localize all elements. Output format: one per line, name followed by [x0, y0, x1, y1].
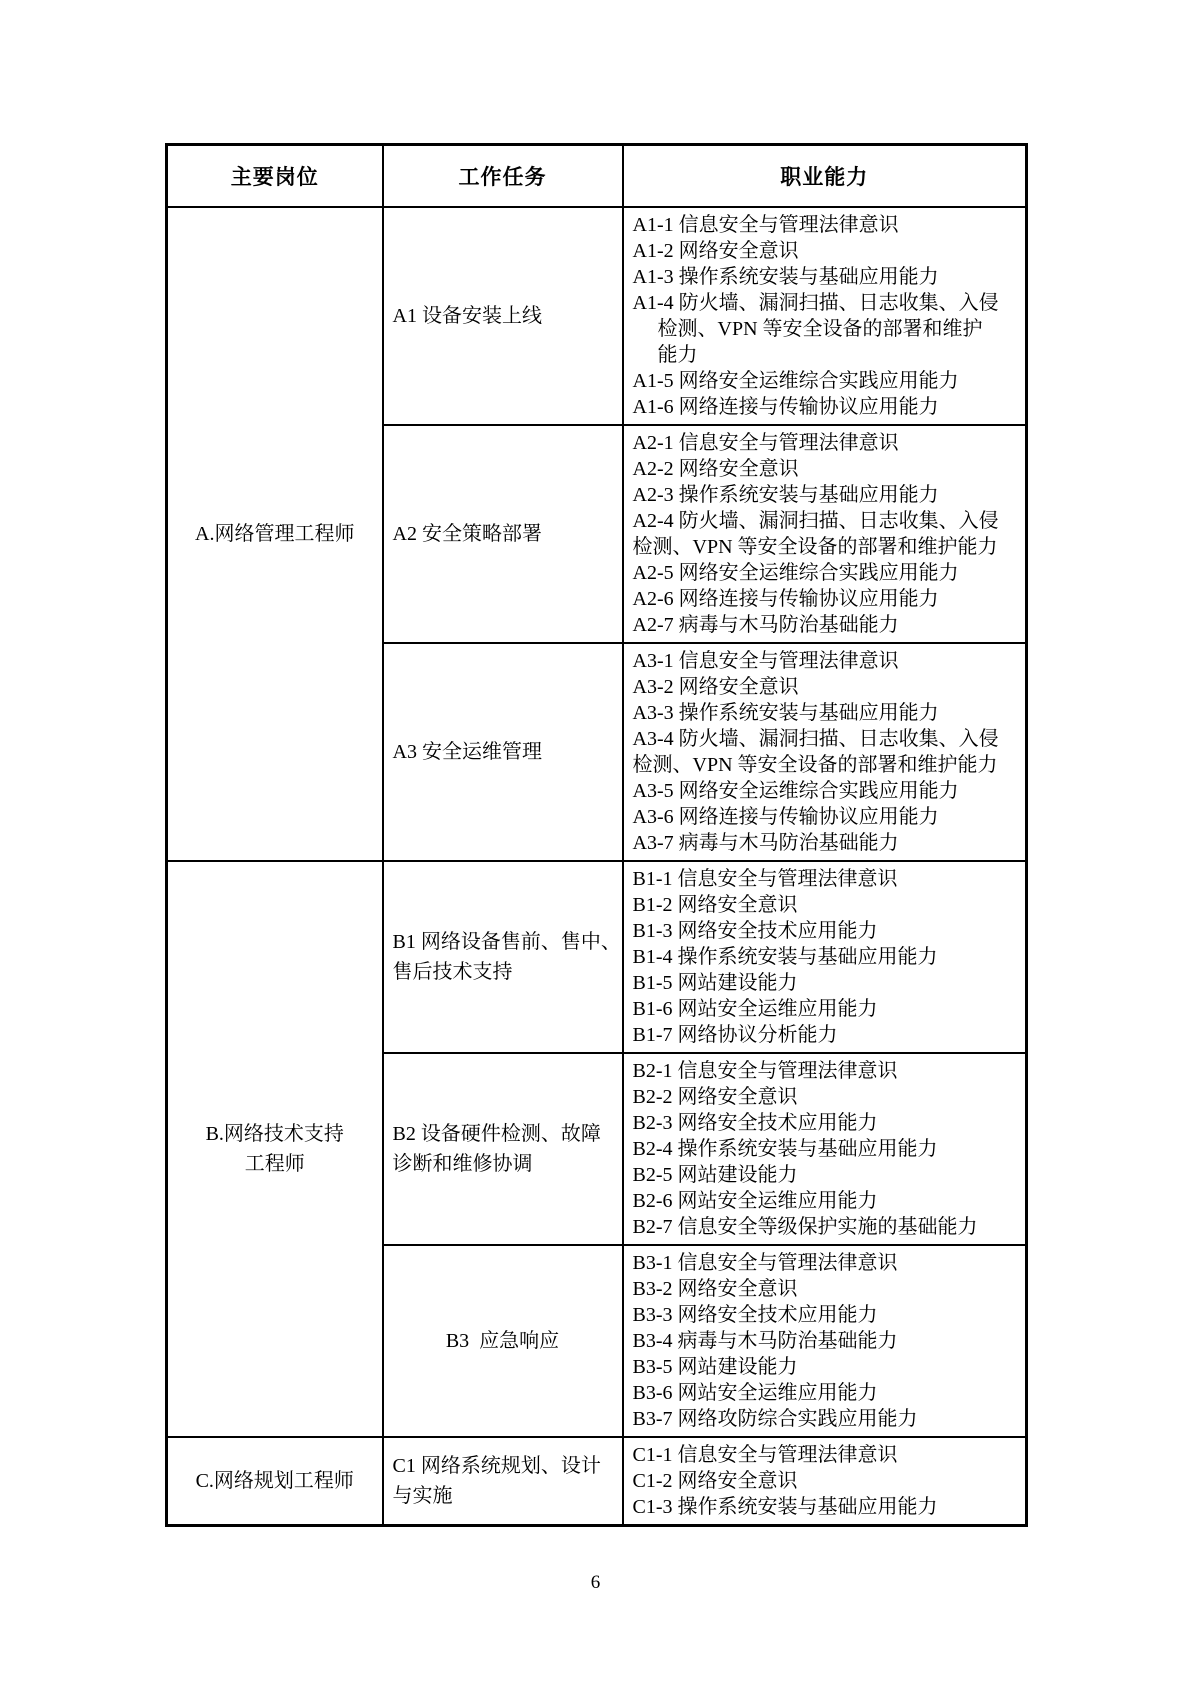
- ability-text: A3-1 信息安全与管理法律意识: [632, 650, 899, 672]
- header-cell-position: 主要岗位: [167, 145, 383, 208]
- task-cell: [383, 861, 623, 1053]
- ability-cell: [623, 207, 1027, 425]
- ability-cell: [623, 861, 1027, 1053]
- ability-text: A1-6 网络连接与传输协议应用能力: [632, 396, 939, 418]
- table-row: [167, 1437, 1027, 1526]
- ability-text: B2-2 网络安全意识: [632, 1086, 798, 1108]
- task-text: 售后技术支持: [392, 961, 513, 983]
- ability-text: C1-1 信息安全与管理法律意识: [632, 1444, 898, 1466]
- header-cell-ability: 职业能力: [623, 145, 1027, 208]
- task-cell: [383, 1053, 623, 1245]
- ability-text: B3-5 网站建设能力: [632, 1356, 798, 1378]
- ability-text: B1-1 信息安全与管理法律意识: [632, 868, 898, 890]
- ability-text: B2-7 信息安全等级保护实施的基础能力: [632, 1216, 978, 1238]
- task-cell: [383, 1245, 623, 1437]
- ability-text: A2-7 病毒与木马防治基础能力: [632, 614, 899, 636]
- page-number: 6: [590, 1572, 601, 1593]
- ability-text: A1-4 防火墙、漏洞扫描、日志收集、入侵: [632, 292, 999, 314]
- task-text: A1 设备安装上线: [392, 305, 542, 327]
- ability-cell: [623, 1245, 1027, 1437]
- ability-text: C1-3 操作系统安装与基础应用能力: [632, 1496, 938, 1518]
- ability-text: A3-4 防火墙、漏洞扫描、日志收集、入侵: [632, 728, 999, 750]
- task-text: B3 应急响应: [445, 1330, 560, 1352]
- task-text: 诊断和维修协调: [392, 1153, 533, 1175]
- task-cell: [383, 1437, 623, 1526]
- ability-text: A2-3 操作系统安装与基础应用能力: [632, 484, 939, 506]
- ability-text: B2-6 网站安全运维应用能力: [632, 1190, 878, 1212]
- ability-text: 检测、VPN 等安全设备的部署和维护能力: [632, 754, 998, 776]
- position-text: B.网络技术支持: [205, 1123, 344, 1145]
- header-cell-task: 工作任务: [383, 145, 623, 208]
- ability-text: B1-3 网络安全技术应用能力: [632, 920, 878, 942]
- ability-text: A2-5 网络安全运维综合实践应用能力: [632, 562, 959, 584]
- ability-text: A2-6 网络连接与传输协议应用能力: [632, 588, 939, 610]
- ability-text: B2-4 操作系统安装与基础应用能力: [632, 1138, 938, 1160]
- ability-text: A3-7 病毒与木马防治基础能力: [632, 832, 899, 854]
- ability-text: B3-1 信息安全与管理法律意识: [632, 1252, 898, 1274]
- table-row: [167, 207, 1027, 425]
- task-text: A3 安全运维管理: [392, 741, 542, 763]
- ability-cell: [623, 643, 1027, 861]
- ability-text: A2-4 防火墙、漏洞扫描、日志收集、入侵: [632, 510, 999, 532]
- ability-text: A3-6 网络连接与传输协议应用能力: [632, 806, 939, 828]
- position-text: C.网络规划工程师: [195, 1470, 354, 1492]
- ability-text: A3-2 网络安全意识: [632, 676, 799, 698]
- ability-text: B1-2 网络安全意识: [632, 894, 798, 916]
- task-text: 与实施: [392, 1485, 453, 1507]
- ability-text: 检测、VPN 等安全设备的部署和维护能力: [632, 536, 998, 558]
- task-text: B2 设备硬件检测、故障: [392, 1123, 601, 1145]
- task-text: C1 网络系统规划、设计: [392, 1455, 601, 1477]
- header-row: [167, 145, 1027, 208]
- ability-text: B3-3 网络安全技术应用能力: [632, 1304, 878, 1326]
- task-cell: [383, 425, 623, 643]
- ability-text: B1-6 网站安全运维应用能力: [632, 998, 878, 1020]
- ability-text: A3-5 网络安全运维综合实践应用能力: [632, 780, 959, 802]
- table-row: [167, 861, 1027, 1053]
- task-text: A2 安全策略部署: [392, 523, 542, 545]
- ability-text: 检测、VPN 等安全设备的部署和维护: [632, 318, 983, 340]
- task-cell: [383, 207, 623, 425]
- position-cell: [167, 207, 383, 861]
- ability-text: 能力: [632, 344, 698, 366]
- ability-text: B3-6 网站安全运维应用能力: [632, 1382, 878, 1404]
- ability-text: B2-3 网络安全技术应用能力: [632, 1112, 878, 1134]
- task-text: B1 网络设备售前、售中、: [392, 931, 621, 953]
- position-text: A.网络管理工程师: [195, 523, 355, 545]
- ability-text: B3-7 网络攻防综合实践应用能力: [632, 1408, 918, 1430]
- ability-text: B1-5 网站建设能力: [632, 972, 798, 994]
- ability-text: A1-1 信息安全与管理法律意识: [632, 214, 899, 236]
- ability-text: A2-2 网络安全意识: [632, 458, 799, 480]
- position-task-ability-table: [165, 143, 1028, 1527]
- position-text: 工程师: [244, 1153, 305, 1175]
- ability-cell: [623, 1053, 1027, 1245]
- ability-text: B1-4 操作系统安装与基础应用能力: [632, 946, 938, 968]
- ability-text: A1-5 网络安全运维综合实践应用能力: [632, 370, 959, 392]
- task-cell: [383, 643, 623, 861]
- ability-text: B3-4 病毒与木马防治基础能力: [632, 1330, 898, 1352]
- position-cell: [167, 1437, 383, 1526]
- ability-text: C1-2 网络安全意识: [632, 1470, 798, 1492]
- ability-cell: [623, 1437, 1027, 1526]
- ability-text: B3-2 网络安全意识: [632, 1278, 798, 1300]
- table-body: [167, 207, 1027, 1526]
- ability-text: A1-2 网络安全意识: [632, 240, 799, 262]
- ability-text: B2-5 网站建设能力: [632, 1164, 798, 1186]
- ability-text: A2-1 信息安全与管理法律意识: [632, 432, 899, 454]
- ability-cell: [623, 425, 1027, 643]
- ability-text: A1-3 操作系统安装与基础应用能力: [632, 266, 939, 288]
- ability-text: B1-7 网络协议分析能力: [632, 1024, 838, 1046]
- position-cell: [167, 861, 383, 1437]
- ability-text: A3-3 操作系统安装与基础应用能力: [632, 702, 939, 724]
- ability-text: B2-1 信息安全与管理法律意识: [632, 1060, 898, 1082]
